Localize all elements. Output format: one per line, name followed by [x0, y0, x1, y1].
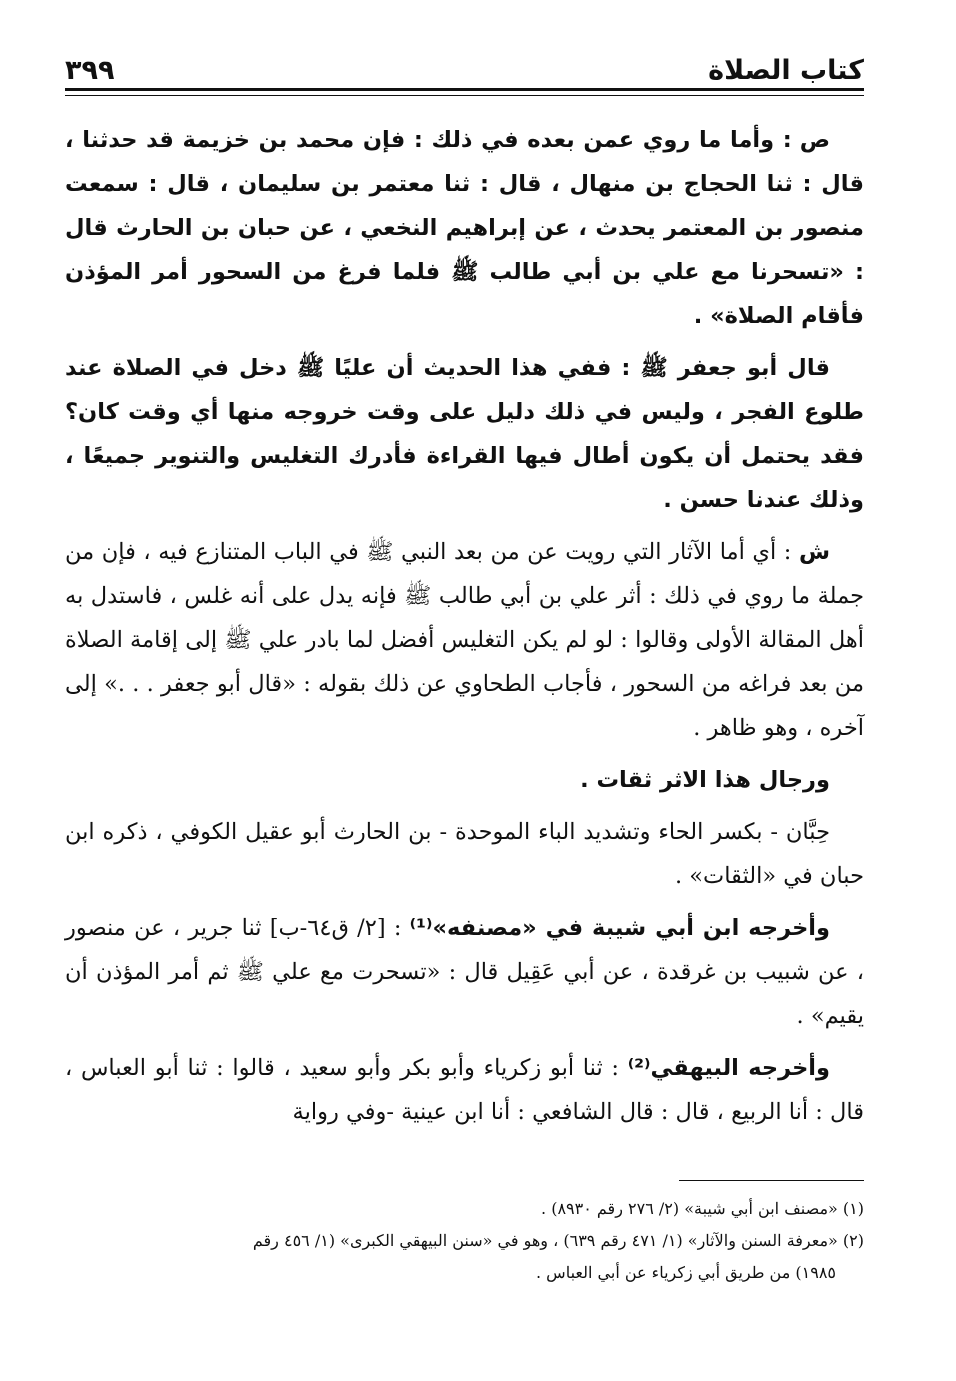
footnote-2-continued: ١٩٨٥) من طريق أبي زكرياء عن أبي العباس .	[536, 1263, 836, 1282]
main-text	[65, 118, 864, 1142]
paragraph-text: حِبَّان - بكسر الحاء وتشديد الباء الموحدة - بن الحارث أبو عقيل الكوفي ، ذكره ابن حبان في «الثقات» .	[65, 819, 864, 889]
paragraph-shin	[65, 530, 864, 750]
footnote-rule	[679, 1180, 864, 1181]
footnote-1: (١) «مصنف ابن أبي شيبة» (٢/ ٢٧٦ رقم ٨٩٣٠) .	[541, 1199, 864, 1218]
paragraph-lead: وأخرجه البيهقي⁽²⁾	[627, 1055, 830, 1081]
paragraph-text: : أي أما الآثار التي رويت عن من بعد النبي ﷺ في الباب المتنازع فيه ، فإن من جملة ما روي في ذلك : أثر علي بن أبي طالب ﷺ فإنه يدل على أنه غلس ، فاستدل به أهل المقالة الأولى وقالوا : لو لم يكن التغليس أفضل لما بادر علي ﷺ إلى إقامة الصلاة من بعد فراغه من السحور ، فأجاب الطحاوي عن ذلك بقوله : «قال أبو جعفر . . .» إلى آخره ، وهو ظاهر .	[65, 539, 864, 741]
paragraph-bayhaqi	[65, 1046, 864, 1134]
paragraph-hibban	[65, 810, 864, 898]
page-number: ٣٩٩	[65, 55, 115, 86]
page-header	[65, 40, 864, 86]
chapter-title: كتاب الصلاة	[708, 55, 864, 86]
header-rule-thin	[65, 95, 864, 96]
paragraph-text: : ثنا أبو زكرياء وأبو بكر وأبو سعيد ، قالوا : ثنا أبو العباس ، قال : أنا الربيع ، قال : قال الشافعي : أنا ابن عينية -وفي رواية	[65, 1055, 864, 1125]
paragraph-abu-jafar	[65, 346, 864, 522]
paragraph-lead: وأخرجه ابن أبي شيبة في «مصنفه»⁽¹⁾	[409, 915, 830, 941]
paragraph-text: قال أبو جعفر ﷺ : ففي هذا الحديث أن عليًا ﷺ دخل في الصلاة عند طلوع الفجر ، وليس في ذلك دليل على وقت خروجه منها أي وقت كان؟ فقد يحتمل أن يكون أطال فيها القراءة فأدرك التغليس والتنوير جميعًا ، وذلك عندنا حسن .	[65, 355, 864, 513]
paragraph-lead: ش	[798, 539, 830, 565]
paragraph-text: ورجال هذا الاثر ثقات .	[580, 767, 830, 793]
paragraph-lead: ص	[799, 127, 830, 153]
paragraph-sad	[65, 118, 864, 338]
paragraph-text: : وأما ما روي عمن بعده في ذلك : فإن محمد بن خزيمة قد حدثنا ، قال : ثنا الحجاج بن منهال ، قال : ثنا معتمر بن سليمان ، قال : سمعت منصور بن المعتمر يحدث ، عن إبراهيم النخعي ، عن حبان بن الحارث قال : «تسحرنا مع علي بن أبي طالب ﷺ فلما فرغ من السحور أمر المؤذن فأقام الصلاة» .	[65, 127, 864, 329]
paragraph-narrators	[65, 758, 864, 802]
footnote-2: (٢) «معرفة السنن والآثار» (١/ ٤٧١ رقم ٦٣٩) ، وهو في «سنن البيهقي الكبرى» (١/ ٤٥٦ رقم	[252, 1231, 864, 1250]
paragraph-ibn-abi-shayba	[65, 906, 864, 1038]
paragraph-text: : [٢/ ق٦٤-ب] ثنا جرير ، عن منصور ، عن شبيب بن غرقدة ، عن أبي عَقِيل قال : «تسحرت مع علي ﷺ ثم أمر المؤذن أن يقيم» .	[65, 915, 864, 1029]
footnotes	[65, 1193, 864, 1289]
header-rule	[65, 88, 864, 91]
